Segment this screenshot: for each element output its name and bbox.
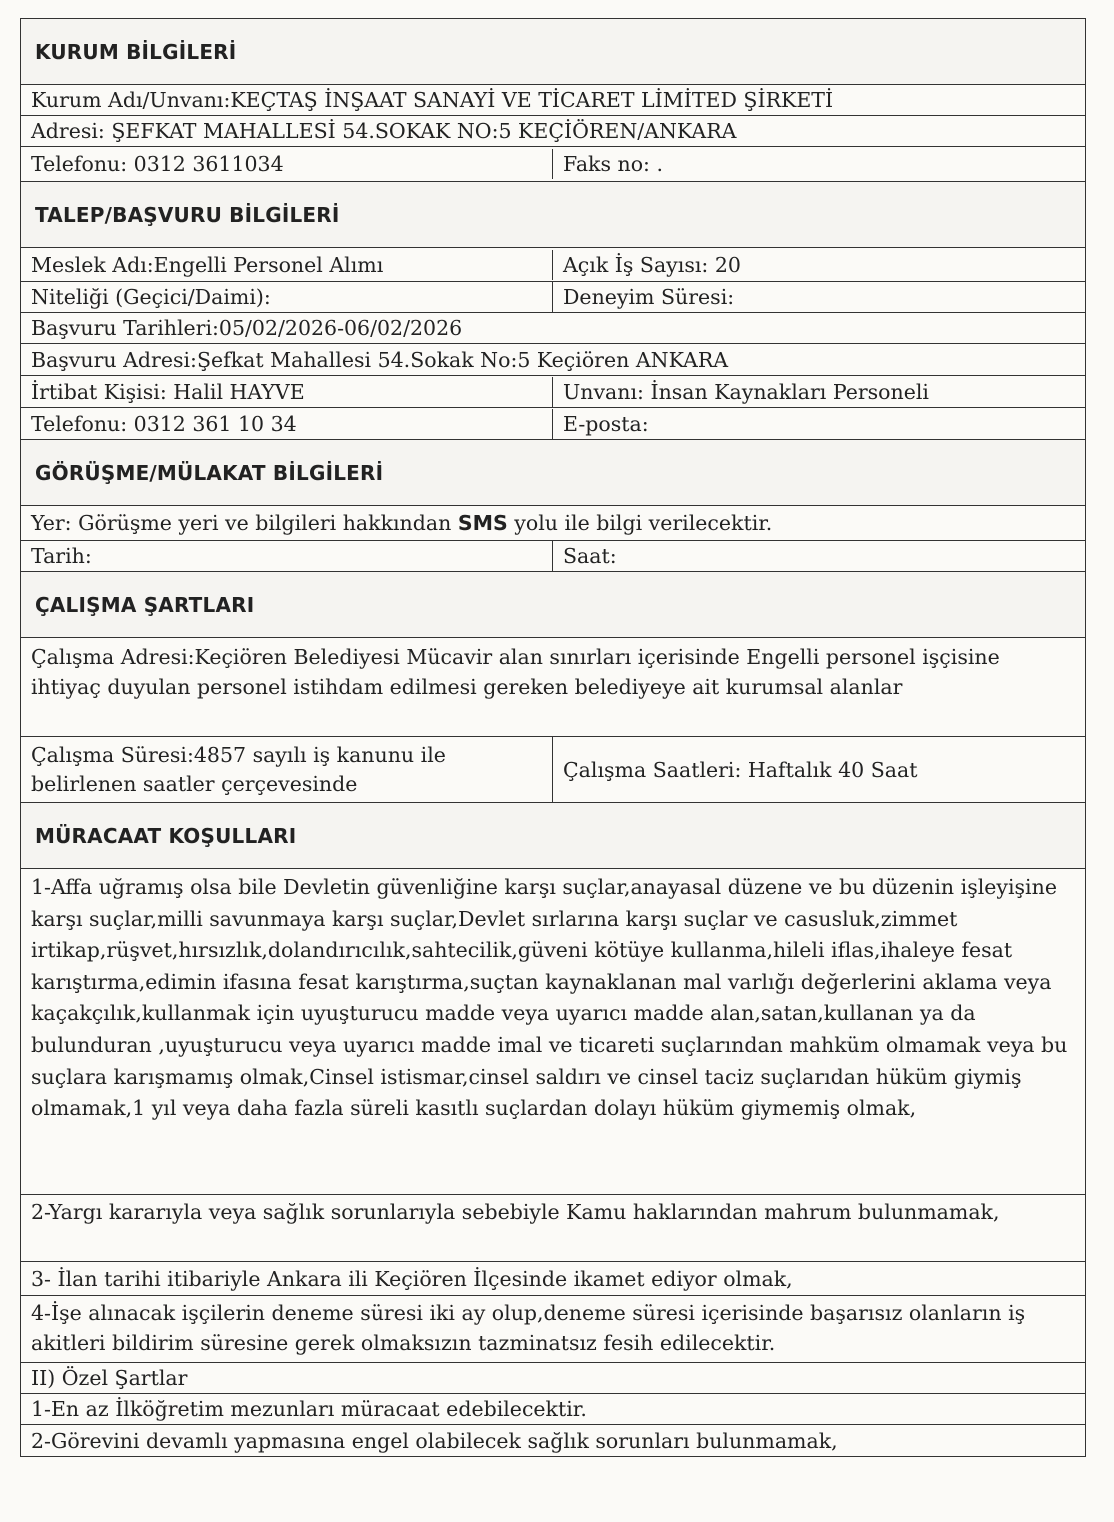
yer-text-post: yolu ile bilgi verilecektir. — [507, 511, 773, 535]
section-kurum-heading: KURUM BİLGİLERİ — [21, 19, 1085, 85]
talep-telefon-row — [21, 408, 1085, 440]
deneyim-suresi: Deneyim Süresi: — [563, 285, 735, 309]
kurum-telefon-row — [21, 147, 1085, 182]
basvuru-tarihleri: Başvuru Tarihleri:05/02/2026-06/02/2026 — [31, 316, 463, 340]
acik-is-sayisi: Açık İş Sayısı: 20 — [563, 252, 741, 277]
kosul-2: 2-Yargı kararıyla veya sağlık sorunlarıyla sebebiyle Kamu haklarından mahrum bulunmamak, — [31, 1200, 1000, 1224]
kurum-adi-row — [21, 85, 1085, 116]
section-muracaat-heading: MÜRACAAT KOŞULLARI — [21, 803, 1085, 869]
gorusme-saat: Saat: — [563, 544, 617, 568]
kosul-3: 3- İlan tarihi itibariyle Ankara ili Keçiören İlçesinde ikamet ediyor olmak, — [31, 1266, 793, 1291]
ozel-sart-2: 2-Görevini devamlı yapmasına engel olabilecek sağlık sorunları bulunmamak, — [31, 1428, 838, 1453]
niteligi: Niteliği (Geçici/Daimi): — [21, 282, 553, 312]
basvuru-adresi: Başvuru Adresi:Şefkat Mahallesi 54.Sokak No:5 Keçiören ANKARA — [31, 347, 729, 372]
calisma-adresi: Çalışma Adresi:Keçiören Belediyesi Mücavir alan sınırları içerisinde Engelli personel işçisine ihtiyaç duyulan personel istihdam edilmesi gereken belediyeye ait kurumsal alanlar — [31, 645, 1000, 699]
eposta: E-posta: — [563, 411, 649, 436]
talep-nitelik-row — [21, 282, 1085, 313]
kosul-4-row — [21, 1296, 1085, 1363]
yer-sms-bold: SMS — [457, 511, 508, 535]
meslek-adi: Meslek Adı:Engelli Personel Alımı — [21, 250, 553, 280]
kosul-2-row — [21, 1195, 1085, 1262]
kurum-telefon: Telefonu: 0312 3611034 — [21, 149, 553, 179]
talep-telefon: Telefonu: 0312 361 10 34 — [21, 409, 553, 439]
gorusme-tarih: Tarih: — [21, 541, 553, 571]
calisma-sure-row — [21, 737, 1085, 803]
ozel-sartlar-row — [21, 1363, 1085, 1394]
calisma-suresi-line1: Çalışma Süresi:4857 sayılı iş kanunu ile — [31, 742, 446, 767]
section-calisma-heading: ÇALIŞMA ŞARTLARI — [21, 572, 1085, 638]
yer-text-pre: Yer: Görüşme yeri ve bilgileri hakkından — [31, 511, 458, 535]
section-gorusme-heading: GÖRÜŞME/MÜLAKAT BİLGİLERİ — [21, 440, 1085, 506]
kurum-adres: Adresi: ŞEFKAT MAHALLESİ 54.SOKAK NO:5 KEÇİÖREN/ANKARA — [31, 119, 737, 143]
gorusme-yeri — [21, 508, 1085, 538]
calisma-saatleri: Çalışma Saatleri: Haftalık 40 Saat — [563, 757, 918, 782]
kurum-adres-row — [21, 116, 1085, 147]
ozel-sart-1: 1-En az İlköğretim mezunları müracaat edebilecektir. — [31, 1397, 587, 1421]
form-sheet — [20, 18, 1086, 1457]
gorusme-yer-row — [21, 506, 1085, 541]
kosul-4: 4-İşe alınacak işçilerin deneme süresi iki ay olup,deneme süresi içerisinde başarısız olanların iş akitleri bildirim süresine gerek olmaksızın tazminatsız fesih edilecektir. — [31, 1301, 1026, 1355]
calisma-suresi-line2: belirlenen saatler çerçevesinde — [31, 771, 358, 796]
talep-meslek-row — [21, 248, 1085, 282]
calisma-suresi — [21, 737, 553, 802]
calisma-adres-row — [21, 638, 1085, 737]
talep-irtibat-row — [21, 376, 1085, 408]
gorusme-tarih-row — [21, 541, 1085, 572]
kurum-faks: Faks no: . — [563, 152, 663, 176]
kosul-3-row — [21, 1262, 1085, 1296]
ozel-2-row — [21, 1425, 1085, 1456]
unvan: Unvanı: İnsan Kaynakları Personeli — [563, 379, 929, 404]
talep-adres-row — [21, 344, 1085, 376]
ozel-sartlar: II) Özel Şartlar — [31, 1366, 188, 1390]
kurum-adi: Kurum Adı/Unvanı:KEÇTAŞ İNŞAAT SANAYİ VE TİCARET LİMİTED ŞİRKETİ — [31, 88, 834, 112]
section-talep-heading: TALEP/BAŞVURU BİLGİLERİ — [21, 182, 1085, 248]
kosul-1-row — [21, 869, 1085, 1195]
irtibat-kisisi: İrtibat Kişisi: Halil HAYVE — [21, 377, 553, 407]
talep-tarihler-row — [21, 313, 1085, 344]
kosul-1: 1-Affa uğramış olsa bile Devletin güvenliğine karşı suçlar,anayasal düzene ve bu düzenin işleyişine karşı suçlar,milli savunmaya karşı suçlar,Devlet sırlarına karşı suçlar ve casusluk,zimmet irtikap,rüşvet,hırsızlık,dolandırıcılık,sahtecilik,güveni kötüye kullanma,hileli iflas,ihaleye fesat karıştırma,edimin ifasına fesat karıştırma,suçtan kaynaklanan mal varlığı değerlerini aklama veya kaçakçılık,kullanmak için uyuşturucu madde veya uyarıcı madde alan,satan,kullanan ya da bulunduran ,uyuşturucu veya uyarıcı madde imal ve ticareti suçlarından mahküm olmamak veya bu suçlara karışmamış olmak,Cinsel istismar,cinsel saldırı ve cinsel taciz suçlarıdan hüküm giymiş olmamak,1 yıl veya daha fazla süreli kasıtlı suçlardan dolayı hüküm giymemiş olmak, — [31, 875, 1068, 1121]
ozel-1-row — [21, 1394, 1085, 1425]
